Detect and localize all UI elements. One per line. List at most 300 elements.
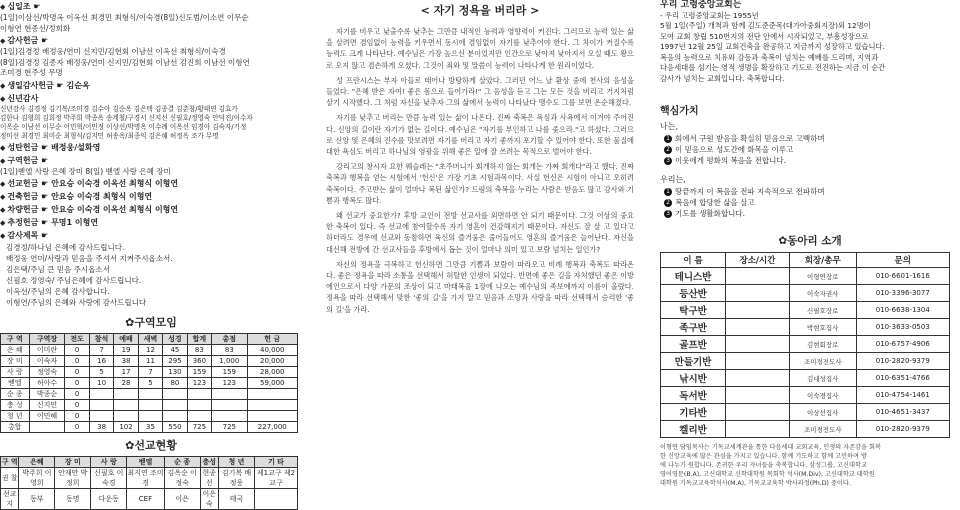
thanks-notes [0, 242, 302, 308]
column-header: 사 랑 [91, 457, 127, 468]
pointing-hand-icon: ☛ [38, 155, 49, 165]
club-leader: 조미경전도사 [789, 421, 856, 438]
group-meeting-table [0, 333, 298, 433]
offering-line: 이형연 현종선/정희화 [0, 23, 71, 33]
table-cell: 박주희 이영희 [19, 468, 55, 489]
pastor-bio-line: 한 신앙교육에 많은 관심을 가지고 있습니다. 함께 기도하고 함께 고민하며 방 [660, 453, 867, 460]
section-name: 신년감사 [7, 93, 39, 103]
pointing-hand-icon: ☛ [38, 142, 52, 152]
offering-section-title [0, 93, 302, 105]
number-badge-icon: 1 [664, 135, 672, 143]
diamond-bullet-icon: ◆ [0, 193, 6, 201]
table-cell: 40,000 [247, 345, 297, 356]
table-cell [114, 411, 138, 422]
column-header: 구 역 [1, 458, 18, 466]
column-header: 구역장 [29, 334, 65, 345]
table-cell [114, 389, 138, 400]
table-cell: 벧엘 [1, 378, 30, 389]
club-phone: 010-3633-0503 [856, 319, 949, 336]
offering-line: 신년감사 김경정 김기복/조미경 김수아 김순옥 김은택 김종결 김춘창/황태연 김효가 [0, 104, 238, 113]
offering-line: (1일)이삼선/박명옥 이옥선 최경민 최형식/이숙경(8일)신도범/이소연 이무순 [0, 13, 249, 22]
group-row [1, 411, 298, 422]
sermon-body [326, 26, 634, 315]
table-cell: 725 [187, 422, 211, 433]
column-header: 기 타 [254, 457, 297, 468]
table-cell [247, 389, 297, 400]
club-phone: 010-2820-9379 [856, 421, 949, 438]
pointing-hand-icon: ☛ [38, 179, 52, 188]
column-header: 전도 [65, 334, 89, 345]
table-cell: 은 혜 [1, 345, 30, 356]
table-cell: 7 [89, 345, 113, 356]
offering-section-title [0, 155, 302, 167]
thanks-note: 김경정/하나님 은혜에 감사드립니다. [6, 243, 125, 252]
club-place-time [726, 268, 790, 285]
table-cell: 신필호 이숙경 [91, 468, 127, 489]
sermon-paragraph: 성 프란시스는 부자 아들로 태어나 방탕하게 살았다. 그러던 어느 날 환상 중에 천사의 음성을 들었다. "은혜 받은 자여! 좋은 몸으로 들어가라!" 그 음성을 듣고 그는 모든 것을 버리고 거지처럼 살기 시작했다. 그 처럼 자신을 낮추자 그의 삶에서 능력이 나타났다 맹수도 그를 보면 온순해졌다. [326, 75, 634, 108]
column-header: 충성 [200, 457, 218, 468]
group-row [1, 400, 298, 411]
group-row [1, 389, 298, 400]
club-place-time [726, 285, 790, 302]
club-leader: 김현회장로 [789, 336, 856, 353]
table-cell: 박종순 [29, 389, 65, 400]
pointing-hand-icon: ☛ [38, 231, 49, 240]
club-leader: 신필호장로 [789, 302, 856, 319]
table-cell: 0 [65, 367, 89, 378]
table-cell: 0 [65, 345, 89, 356]
column-header: 청 년 [218, 457, 254, 468]
number-badge-icon: 3 [664, 157, 672, 165]
table-cell: 안재만 박정희 [55, 468, 91, 489]
offering-line: (1일)벧엘 사랑 은혜 장미 8(일) 벧엘 사랑 은혜 장미 [0, 166, 171, 176]
table-cell: 이미란 [29, 345, 65, 356]
table-cell: 0 [65, 378, 89, 389]
table-cell [163, 400, 187, 411]
column-header: 새벽 [138, 334, 162, 345]
sermon-paragraph: 왜 선교가 중요한가? 후방 교인이 전방 선교사를 외면하면 안 되기 때문이다. 그것 이상의 중요한 축복이 있다. 즉 선교에 참여할수록 자기 영혼이 건강해지기 때문이다. 자신도 잘 살 고 있다고 하더라도 경우에 선교와 동참하면 육신의 즐거움은 줄어들어도 영혼의 즐거움은 늘어난다. 자신을 대신해 전방에 간 선교사들을 후방에서 돕는 것이 얼마나 의미 있고 보람 넘치는 일인가? [326, 211, 634, 254]
column-header: 구 역 [1, 334, 30, 345]
table-cell: 5 [89, 367, 113, 378]
table-cell: 권 찰 [1, 468, 19, 489]
column-header: 순 종 [164, 457, 200, 468]
sermon-paragraph: 자기를 낮추고 버리는 만큼 능력 있는 삶이 나온다. 진짜 축복은 욕심과 사욕에서 이겨야 주어진다. 신앙의 길이란 자기가 없는 길이다. 예수님은 "자기를 부인하고 나를 좇으라."고 하셨다. 그러므로 신앙 및 은혜의 진수를 맛보려면 자기를 버리고 자기 좋까지 포기할 수 있어야 한다. 또한 물질에 대한 욕심도 버리고 하나님의 영광을 위해 좋은 일에 잘 쓰려는 목적으로 벌어야 한다. [326, 113, 634, 157]
core-value-text: 이웃에게 평화의 복음을 전합니다. [675, 156, 786, 165]
pointing-hand-icon: ☛ [38, 205, 52, 214]
pointing-hand-icon: ☛ [38, 218, 52, 227]
group-meeting-title: ✿구역모임 [125, 316, 177, 329]
table-cell: 725 [212, 422, 247, 433]
club-name: 독서반 [661, 387, 726, 404]
table-cell: 11 [138, 356, 162, 367]
column-header: 장 미 [55, 457, 91, 468]
diamond-bullet-icon: ◆ [0, 94, 6, 103]
section-name: 구역헌금 [7, 155, 39, 165]
table-cell: 선교지 [1, 489, 19, 510]
right-column [660, 0, 960, 487]
core-value-item [664, 155, 960, 166]
table-cell: 130 [163, 367, 187, 378]
table-cell: 360 [187, 356, 211, 367]
column-header: 총점 [212, 334, 247, 345]
core-values-title: 핵심가치 [660, 106, 699, 117]
sermon-paragraph: 자신의 정욕을 극복하고 헌신하면 그만큼 기쁨과 보람이 따라오고 비례 행복과 축복도 따라온다. 좋은 정욕을 따라 소통을 선택해서 허탈한 인생이 되었다. 반면에 좋은 길을 자처했던 좋은 이방에인으로서 다양 가문의 조상이 되고 마태복음 1장에 나오는 예수님의 족보에까지 이름이 올랐다. 정욕을 따라 선택해서 맞한 '좋의 길'을 가지 말고 믿음과 소망과 사랑을 따라 선택해서 승리한 '좋의 길'을 가라. [326, 259, 634, 314]
offering-line: 정미선 최경민 최미순 최형식/김지민 허송옥/최종익 김은혜 허정옥 조가 무명 [0, 131, 219, 140]
club-place-time [726, 370, 790, 387]
column-header: 참석 [89, 334, 113, 345]
diamond-bullet-icon: ◆ [0, 3, 6, 11]
column-header: 예배 [114, 334, 138, 345]
table-cell: 0 [65, 411, 89, 422]
table-cell: 28,000 [247, 367, 297, 378]
core-values-me-label: 나는, [660, 122, 678, 131]
flower-icon: ✿ [125, 316, 135, 329]
core-value-item [664, 186, 960, 197]
table-cell: 159 [187, 367, 211, 378]
church-intro-lead: 우리 고령중앙교회는 [660, 0, 742, 10]
club-row [661, 404, 950, 421]
table-cell: 이숙자 [29, 356, 65, 367]
table-cell: 다운동 [91, 489, 127, 510]
sermon-column [326, 0, 634, 467]
table-cell: 0 [65, 400, 89, 411]
sermon-paragraph: 강리고의 창시자 요한 웨슬레는 "초주머니가 회개하지 않는 회개는 가짜 회개다"라고 했다. 진짜 축복과 행복을 얻는 시험에서 '헌신'은 가장 기초 시험과목이다. 사실 헌신은 시험이 아니고 오히려 축복이다. 주고받는 삶이 얼마나 복된 삶인가? 드림의 축복을 누리는 사람은 받음도 많고 감사와 기쁨과 행복도 많다. [326, 162, 634, 205]
offering-line: (1일)김경정 배정웅/연미 신지민/김현회 이남선 이옥선 최형식/이숙경 [0, 47, 226, 56]
table-cell: 총합 [1, 422, 30, 433]
club-row [661, 353, 950, 370]
diamond-bullet-icon: ◆ [0, 232, 6, 240]
table-cell [114, 400, 138, 411]
table-cell: 7 [138, 367, 162, 378]
club-leader: 이숙경집사 [789, 387, 856, 404]
club-phone: 010-3396-3077 [856, 285, 949, 302]
offering-section-title [0, 35, 302, 47]
table-cell [89, 411, 113, 422]
pointing-hand-icon: ☛ [38, 192, 52, 201]
club-table [660, 252, 950, 438]
table-cell: 28 [114, 378, 138, 389]
table-cell: 159 [212, 367, 247, 378]
table-cell: 227,000 [247, 422, 297, 433]
church-intro-line: 5월 1일(주일) 개척과 함께 김도준준목(대가아중회지장)외 12명이 [660, 21, 871, 30]
offering-line: 조미경 현주성 무명 [0, 68, 63, 77]
club-place-time [726, 387, 790, 404]
table-cell: 0 [65, 422, 89, 433]
club-place-time [726, 336, 790, 353]
table-cell: 5 [138, 378, 162, 389]
core-values-us-list [660, 186, 960, 219]
core-value-text: 기도를 생활화합니다. [675, 209, 745, 218]
club-leader: 박현호집사 [789, 319, 856, 336]
table-cell: 이민혜 [29, 411, 65, 422]
church-intro-line: 복음의 능력으로 치유와 감동과 축복이 넘치는 예배를 드리며, 지역과 [660, 52, 879, 62]
club-row [661, 370, 950, 387]
pastor-bio-line: 영어영문(B.A), 고신대학교 신학대학원 목회학 석사(M.Div), 고신대학교 대학원 [660, 471, 875, 478]
section-name: 생일감사헌금 [7, 80, 54, 90]
offering-section-title [0, 1, 302, 13]
section-suffix: 안요승 이숙경 이옥선 최형식 이형연 [51, 205, 179, 214]
club-place-time [726, 353, 790, 370]
group-row [1, 356, 298, 367]
column-header: 합계 [187, 334, 211, 345]
offering-section-title [0, 217, 302, 229]
section-name: 성탄헌금 [7, 142, 39, 152]
table-cell [187, 411, 211, 422]
column-header: 헌 금 [247, 334, 297, 345]
table-cell: 59,000 [247, 378, 297, 389]
table-cell: 1,000 [212, 356, 247, 367]
table-cell: CEF [127, 489, 164, 510]
number-badge-icon: 2 [664, 199, 672, 207]
pointing-hand-icon: ☛ [30, 2, 41, 11]
club-leader: 김대성집사 [789, 370, 856, 387]
church-intro-line: - 우리 고령중앙교회는 1955년 [660, 10, 759, 20]
table-cell: 최지연 조미경 [127, 469, 164, 487]
club-row [661, 319, 950, 336]
club-name: 켈리반 [661, 421, 726, 438]
table-cell: 35 [138, 422, 162, 433]
club-row [661, 268, 950, 285]
core-values-me-list [660, 133, 960, 166]
church-intro-line: 감사가 넘치는 교회입니다. 축복합니다. [660, 73, 785, 83]
church-intro [660, 0, 960, 84]
core-value-text: 땅끝까지 이 복음을 전파 지속적으로 전파하며 [675, 187, 825, 196]
table-cell [247, 411, 297, 422]
club-row [661, 421, 950, 438]
group-row [1, 345, 298, 356]
section-suffix: 안요승 이숙경 이옥선 최형식 이형연 [51, 179, 179, 188]
thanks-note: 김은택/주님 큰 믿음 주시옵소서 [6, 265, 110, 274]
pointing-hand-icon: ☛ [38, 36, 49, 45]
club-phone: 010-6351-4766 [856, 370, 949, 387]
table-cell: 현종선 [200, 468, 218, 489]
diamond-bullet-icon: ◆ [0, 180, 6, 188]
table-cell: 12 [138, 345, 162, 356]
table-cell: 동명 [55, 489, 91, 510]
table-cell: 80 [163, 378, 187, 389]
core-values-us-label: 우리는, [660, 175, 686, 184]
core-value-item [664, 133, 960, 144]
club-name: 족구반 [661, 319, 726, 336]
core-value-item [664, 197, 960, 208]
offering-sections [0, 1, 302, 242]
table-cell: 제1교구 제2교구 [254, 468, 297, 489]
club-row [661, 302, 950, 319]
diamond-bullet-icon: ◆ [0, 81, 6, 90]
number-badge-icon: 2 [664, 146, 672, 154]
table-cell: 청 년 [1, 411, 30, 422]
mission-row [1, 489, 298, 510]
table-cell: 10 [89, 378, 113, 389]
section-suffix: 무명1 이형연 [51, 218, 99, 227]
offering-line: 김한나 김형희 김희정 박주희 박종옥 송계철/구경서 신지선 신필호/정영숙 안덕진/이수자 [0, 113, 253, 122]
table-cell: 김옥순 이정숙 [164, 468, 200, 489]
table-cell: 123 [187, 378, 211, 389]
club-place-time [726, 421, 790, 438]
club-place-time [726, 319, 790, 336]
mission-row [1, 468, 298, 489]
church-intro-line: 1997년 12월 25일 교회건축을 완공하고 지금까지 성장하고 있습니다. [660, 42, 885, 51]
table-cell: 38 [114, 356, 138, 367]
mission-title: ✿선교현황 [125, 439, 177, 452]
club-row [661, 387, 950, 404]
club-name: 낚시반 [661, 370, 726, 387]
thanks-note: 신필호 정영숙/ 주님은혜에 감사드립니다. [6, 276, 142, 285]
table-cell [212, 400, 247, 411]
table-cell: 102 [114, 422, 138, 433]
group-row [1, 367, 298, 378]
diamond-bullet-icon: ◆ [0, 206, 6, 214]
club-phone: 010-6601-1616 [856, 268, 949, 285]
club-place-time [726, 404, 790, 421]
club-name: 골프반 [661, 336, 726, 353]
table-cell: 순 종 [1, 389, 30, 400]
table-cell [247, 400, 297, 411]
offering-section-title [0, 142, 302, 154]
club-name: 탁구반 [661, 302, 726, 319]
offering-section-title [0, 230, 302, 242]
table-cell [254, 489, 297, 510]
sermon-title: < 자기 정욕을 버리라 > [420, 4, 540, 17]
section-name: 차량헌금 [7, 205, 39, 214]
table-cell: 123 [212, 378, 247, 389]
offering-section-title [0, 178, 302, 190]
table-cell: 20,000 [247, 356, 297, 367]
pointing-hand-icon: ☛ [53, 80, 67, 90]
diamond-bullet-icon: ◆ [0, 37, 6, 45]
club-row [661, 285, 950, 302]
club-name: 기타반 [661, 404, 726, 421]
table-cell [29, 422, 65, 433]
table-cell: 충 성 [1, 400, 30, 411]
table-cell: 83 [187, 345, 211, 356]
club-leader: 이숙자권사 [789, 285, 856, 302]
flower-icon: ✿ [778, 235, 788, 247]
column-header: 성경 [163, 334, 187, 345]
section-suffix: 배정웅/설화영 [51, 142, 101, 152]
section-name: 선교헌금 [7, 179, 39, 188]
table-cell [212, 389, 247, 400]
club-name: 등산반 [661, 285, 726, 302]
core-value-text: 복음에 합당한 삶을 살고 [675, 198, 755, 207]
table-cell: 16 [89, 356, 113, 367]
table-cell [212, 411, 247, 422]
table-cell [89, 389, 113, 400]
pastor-bio-line: 이형연 담임목사는 기독교세계관을 통한 다음세대 교회교육, 인생의 자존감을 회복 [660, 444, 881, 451]
club-title: ✿동아리 소개 [778, 235, 842, 247]
table-cell: 신지민 [29, 400, 65, 411]
thanks-note: 배정웅 연미/사랑과 믿음을 주셔서 지켜주시옵소서. [6, 254, 173, 263]
core-value-item [664, 208, 960, 219]
offering-section-title [0, 204, 302, 216]
pastor-bio [660, 443, 960, 488]
table-cell: 태국 [218, 489, 254, 510]
table-cell: 0 [65, 356, 89, 367]
table-cell: 550 [163, 422, 187, 433]
section-suffix: 김순옥 [66, 80, 90, 90]
table-cell: 정영숙 [29, 367, 65, 378]
table-cell: 45 [163, 345, 187, 356]
club-phone: 010-2820-9379 [856, 353, 949, 370]
table-cell [163, 411, 187, 422]
pastor-bio-line: 대학원 기독교교육학석사(M.A), 기독교교육학 박사과정(Ph.D) 중이다. [660, 480, 851, 487]
club-leader: 이상선집사 [789, 404, 856, 421]
section-name: 십일조 [7, 2, 31, 11]
number-badge-icon: 1 [664, 188, 672, 196]
club-phone: 010-4754-1461 [856, 387, 949, 404]
thanks-note: 이형연/주님의 은혜와 사랑에 감사드립니다 [6, 298, 147, 307]
table-cell [138, 411, 162, 422]
pastor-bio-line: 에 나누기 원합니다. 존귀한 우리 자녀들을 축복합니다. 삼성그룹, 고신대학교 [660, 462, 867, 469]
section-name: 감사헌금 [7, 36, 39, 45]
club-phone: 010-6638-1304 [856, 302, 949, 319]
sermon-paragraph: 자기를 비우고 낮출수록 낮추는 그만큼 내적인 능력과 영향력이 커진다. 그러므로 능력 있는 삶을 살려면 겸임없이 능력을 키우면서 동시에 겸임없이 자기를 낮추어야 한다. 그 차이가 커질수록 능력도 크게 나타난다. 예수님은 가장 높으신 분이었지만 인간으로 낮아져 낮아지서 오실 때도 왕으로 오지 않고 겸손하게 오셨다. 그것이 죄와 및 말씀이 능력이 나타나게 한 원리이었다. [326, 27, 634, 70]
section-name: 건축헌금 [7, 192, 39, 201]
core-value-text: 회에서 구원 받음을 확실히 믿음으로 고백하며 [675, 134, 825, 143]
group-row [1, 378, 298, 389]
flower-icon: ✿ [125, 439, 135, 452]
table-cell: 83 [212, 345, 247, 356]
table-cell: 17 [114, 367, 138, 378]
club-name: 만들기반 [661, 353, 726, 370]
mission-table [0, 456, 298, 510]
church-intro-line: 다음세대를 섬기는 영적 생명을 확장하고 기도로 전진하는 지금 이 순간 [660, 63, 886, 72]
club-leader: 조미경전도사 [789, 353, 856, 370]
table-cell: 김기복 배정웅 [218, 468, 254, 489]
thanks-note: 이옥선/주님의 은혜 감사합니다. [6, 287, 110, 296]
table-cell: 이은 [164, 489, 200, 510]
diamond-bullet-icon: ◆ [0, 156, 6, 165]
table-cell [138, 400, 162, 411]
table-cell [138, 389, 162, 400]
group-row [1, 422, 298, 433]
table-cell: 허아수 [29, 378, 65, 389]
offering-section-title [0, 191, 302, 203]
number-badge-icon: 3 [664, 210, 672, 218]
church-intro-line: 모여 교회 창립 510번지의 전단 안에서 시작되었고, 부흥성장으로 [660, 31, 869, 41]
table-cell: 동부 [19, 489, 55, 510]
section-name: 감사제목 [7, 231, 39, 240]
table-cell [89, 400, 113, 411]
left-column [0, 0, 302, 508]
column-header: 은혜 [19, 457, 55, 468]
column-header: 회장/총무 [789, 253, 856, 268]
table-cell: 19 [114, 345, 138, 356]
core-value-item [664, 144, 960, 155]
table-cell: 이은숙 [200, 489, 218, 510]
column-header: 문의 [856, 253, 949, 268]
column-header: 벧엘 [127, 457, 164, 468]
offering-line: (8일)김경정 김종자 배정웅/연미 신지민/김현회 이남선 김진희 이남선 이형연 [0, 57, 250, 67]
table-cell: 0 [65, 389, 89, 400]
table-cell [163, 389, 187, 400]
table-cell [187, 400, 211, 411]
table-cell: 사 랑 [1, 367, 30, 378]
offering-section-title [0, 80, 302, 92]
table-cell [187, 389, 211, 400]
column-header: 장소/시간 [726, 253, 790, 268]
core-value-text: 이 믿음으로 성도간에 화목을 이루고 [675, 145, 794, 154]
club-phone: 010-6757-4906 [856, 336, 949, 353]
section-suffix: 안요승 이숙경 최형식 이형연 [51, 192, 153, 201]
club-leader: 이형연장로 [789, 268, 856, 285]
diamond-bullet-icon: ◆ [0, 219, 6, 227]
table-cell: 장 미 [1, 356, 30, 367]
diamond-bullet-icon: ◆ [0, 143, 6, 152]
table-cell: 295 [163, 356, 187, 367]
column-header: 이 름 [661, 253, 726, 268]
club-name: 테니스반 [661, 268, 726, 285]
